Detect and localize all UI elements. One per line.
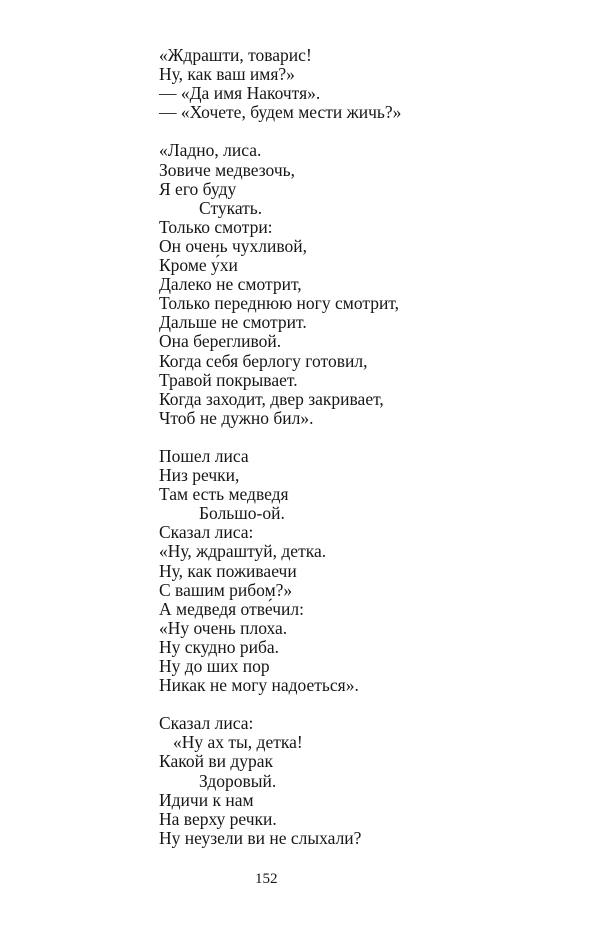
poem-line: Когда заходит, двер закривает, [159, 388, 384, 409]
stanza-gap [159, 428, 579, 447]
poem-line: Сказал лиса: [159, 713, 254, 734]
poem-line: Далеко не смотрит, [159, 274, 302, 295]
poem-line: Ну до ших пор [159, 656, 270, 676]
stanza [159, 714, 579, 848]
poem-line: На верху речки. [159, 808, 277, 829]
poem-body [159, 46, 579, 848]
poem-line: Низ речки, [159, 465, 240, 486]
stanza [159, 46, 579, 122]
poem-line: Ну неузели ви не слыхали? [159, 827, 362, 848]
stanza [159, 141, 579, 427]
poem-line: Большо-ой. [199, 503, 285, 524]
poem-line: Ну скудно риба. [159, 636, 279, 657]
poem-line: Кроме у́хи [159, 255, 238, 276]
poem-line: «Ну очень плоха. [159, 617, 288, 638]
poem-line: Чтоб не дужно бил». [159, 407, 314, 428]
poem-line: Ну, как ваш имя?» [159, 64, 295, 85]
poem-line: «Ладно, лиса. [159, 140, 262, 161]
poem-line: — «Хочете, будем мести жичь?» [159, 102, 402, 123]
poem-line: Пошел лиса [159, 445, 249, 466]
poem-line: Когда себя берлогу готовил, [159, 350, 368, 371]
poem-line: Здоровый. [199, 770, 277, 791]
poem-line: Я его буду [159, 178, 237, 199]
poem-line: «Ждрашти, товарис! [159, 45, 312, 65]
poem-line: «Ну ах ты, детка! [173, 732, 303, 753]
poem-line: Какой ви дурак [159, 751, 273, 772]
poem-line: Травой покрывает. [159, 369, 298, 390]
poem-line: — «Да имя Накочтя». [159, 83, 321, 104]
poem-line: Зовиче медвезочь, [159, 159, 296, 180]
poem-line: Он очень чухливой, [159, 235, 307, 256]
poem-line: А медведя отве́чил: [159, 598, 304, 619]
poem-line: Только переднюю ногу смотрит, [159, 293, 400, 314]
poem-line: Дальше не смотрит. [159, 312, 307, 333]
stanza-gap [159, 122, 579, 141]
stanza [159, 447, 579, 695]
poem-line: Она берегливой. [159, 331, 282, 352]
poem-line: Идичи к нам [159, 789, 254, 810]
poem-line: С вашим рибом?» [159, 579, 293, 600]
poem-line: Стукать. [199, 197, 263, 218]
poem-line: Ну, как поживаечи [159, 560, 297, 581]
poem-line: Никак не могу надоеться». [159, 675, 359, 696]
stanza-gap [159, 695, 579, 714]
page-number: 152 [255, 871, 278, 887]
poem-line: Там есть медведя [159, 484, 289, 505]
poem-line: Сказал лиса: [159, 522, 254, 543]
poem-line: «Ну, ждраштуй, детка. [159, 541, 327, 562]
poem-line: Только смотри: [159, 216, 273, 237]
